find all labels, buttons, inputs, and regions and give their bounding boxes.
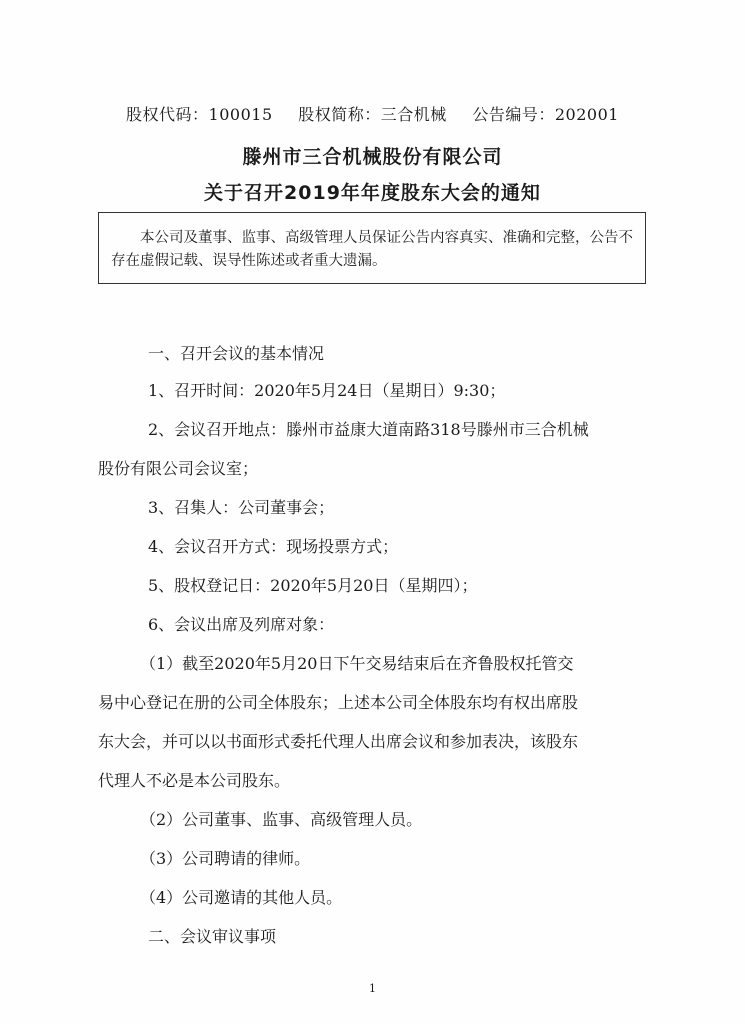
- item-convener: 3、召集人：公司董事会；: [148, 498, 335, 517]
- announcement-header: [0, 102, 745, 125]
- stock-code: 股权代码：100015: [126, 105, 273, 124]
- attendee-sub1: （1）截至2020年5月20日下午交易结束后在齐鲁股权托管交: [140, 654, 574, 673]
- attendee-sub1-cont: 东大会，并可以以书面形式委托代理人出席会议和参加表决，该股东: [98, 732, 579, 751]
- company-title: 滕州市三合机械股份有限公司: [242, 146, 503, 168]
- attendee-sub1-cont: 代理人不必是本公司股东。: [98, 771, 291, 790]
- declaration-box: 本公司及董事、监事、高级管理人员保证公告内容真实、准确和完整，公告不存在虚假记载、误导性陈述或者重大遗漏。: [98, 212, 646, 284]
- item-attendees: 6、会议出席及列席对象：: [148, 615, 335, 634]
- item-meeting-location: 2、会议召开地点：滕州市益康大道南路318号滕州市三合机械: [148, 420, 589, 439]
- attendee-sub3: （3）公司聘请的律师。: [140, 849, 311, 868]
- page-number: 1: [369, 982, 376, 995]
- attendee-sub4: （4）公司邀请的其他人员。: [140, 888, 343, 907]
- item-meeting-method: 4、会议召开方式：现场投票方式；: [148, 537, 399, 556]
- attendee-sub2: （2）公司董事、监事、高级管理人员。: [140, 810, 423, 829]
- section1-heading: 一、召开会议的基本情况: [148, 344, 325, 363]
- section2-heading: 二、会议审议事项: [148, 927, 277, 946]
- item-meeting-location-cont: 股份有限公司会议室；: [98, 459, 259, 478]
- attendee-sub1-cont: 易中心登记在册的公司全体股东；上述本公司全体股东均有权出席股: [98, 693, 579, 712]
- announcement-number: 公告编号：202001: [472, 105, 619, 124]
- item-meeting-time: 1、召开时间：2020年5月24日（星期日）9:30；: [148, 381, 506, 400]
- notice-title: 关于召开2019年年度股东大会的通知: [204, 182, 541, 204]
- item-record-date: 5、股权登记日：2020年5月20日（星期四）；: [148, 576, 478, 595]
- stock-abbreviation: 股权简称：三合机械: [298, 105, 447, 124]
